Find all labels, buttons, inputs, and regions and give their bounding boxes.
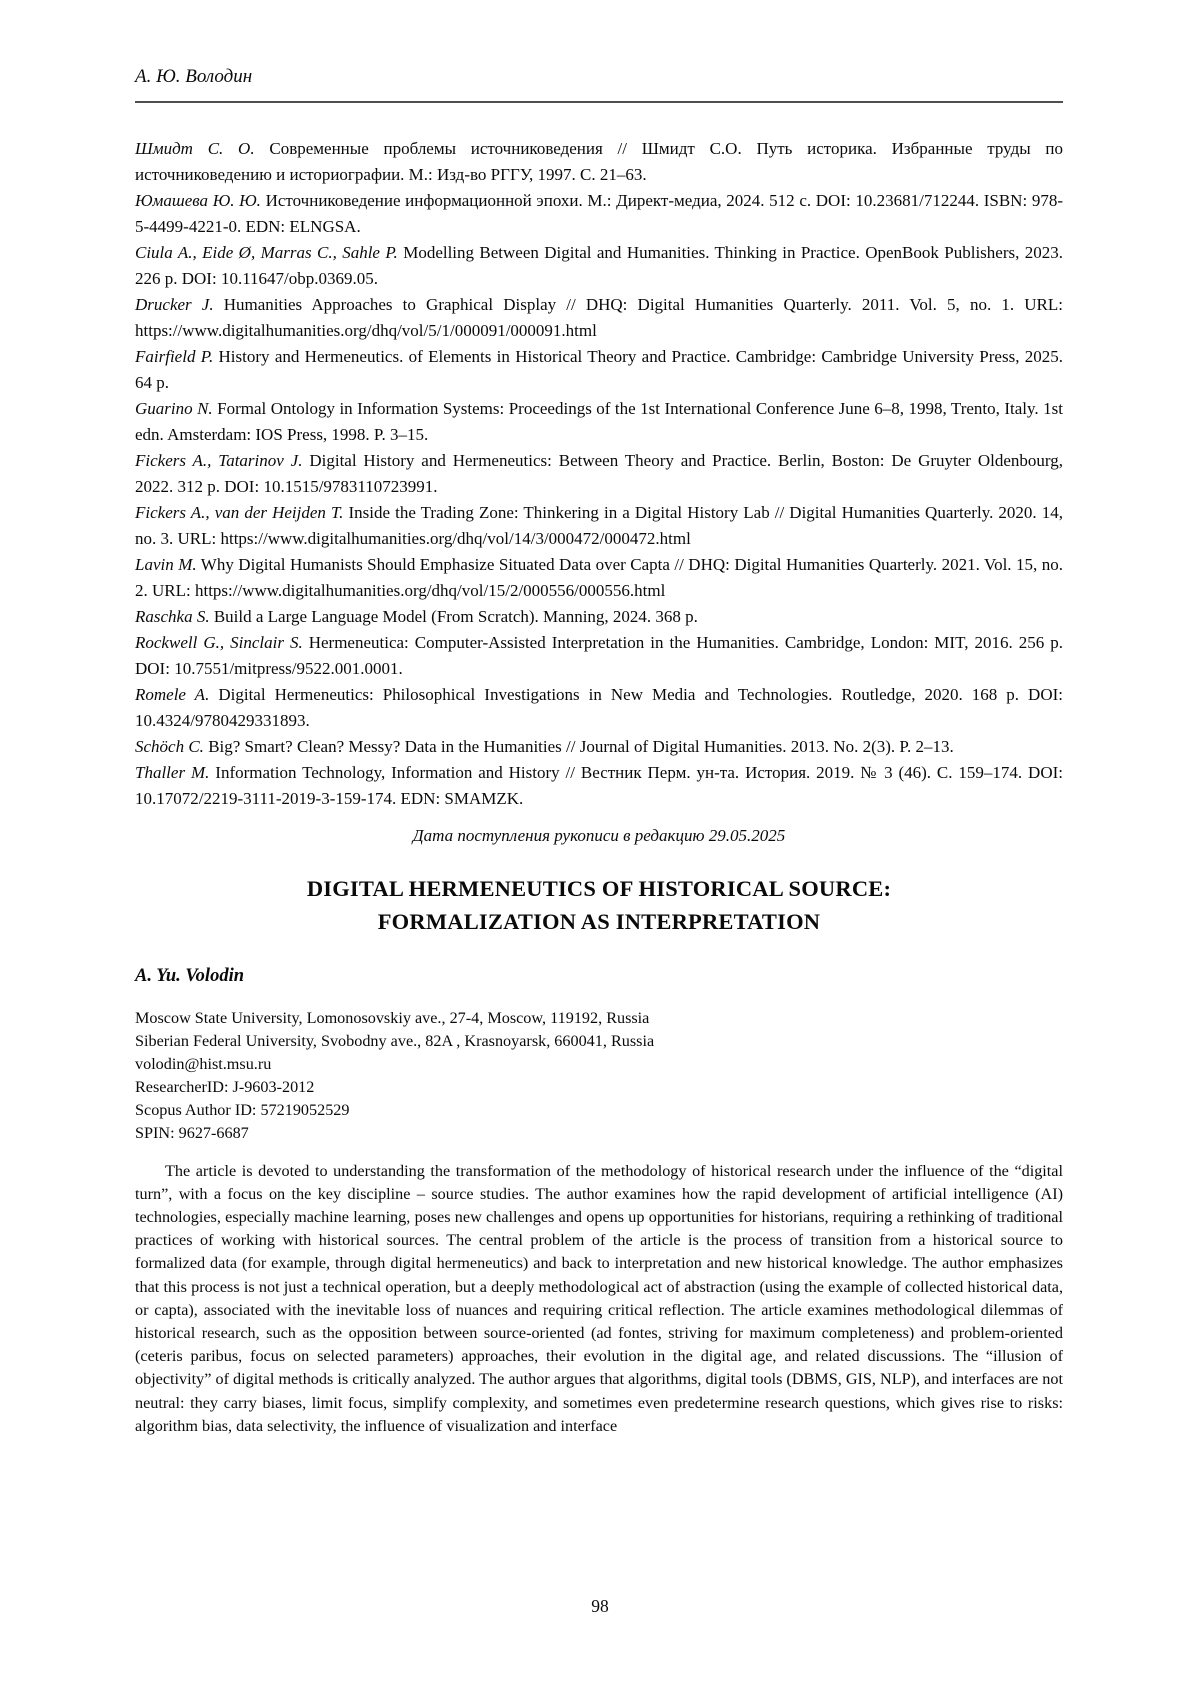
abstract-paragraph: The article is devoted to understanding the transformation of the methodology of historical research under the influence of the “digital turn”, with a focus on the key discipline – source studies. The author examines how the rapid development of artificial intelligence (AI) technologies, especially machine learning, poses new challenges and opens up opportunities for historians, requiring a rethinking of traditional practices of working with historical sources. The central problem of the article is the process of transition from a historical source to formalized data (for example, through digital hermeneutics) and back to interpretation and new historical knowledge. The author emphasizes that this process is not just a technical operation, but a deeply methodological act of abstraction (using the example of collected historical data, or capta), associated with the inevitable loss of nuances and requiring critical reflection. The article examines methodological dilemmas of historical research, such as the opposition between source-oriented (ad fontes, striving for maximum completeness) and problem-oriented (ceteris paribus, focus on selected parameters) approaches, their evolution in the digital age, and related discussions. The “illusion of objectivity” of digital methods is critically analyzed. The author argues that algorithms, digital tools (DBMS, GIS, NLP), and interfaces are not neutral: they carry biases, limit focus, simplify complexity, and sometimes even predetermine research questions, which gives rise to risks: algorithm bias, data selectivity, the influence of visualization and interface <box>135 1161 1063 1435</box>
reference-text: Why Digital Humanists Should Emphasize Situated Data over Capta // DHQ: Digital Humanities Quarterly. 2021. Vol. 15, no. 2. URL: https://www.digitalhumanities.org/dhq/vol/15/2/000556/000556.html <box>135 555 1063 600</box>
reference-item <box>135 630 1063 682</box>
author-name: A. Yu. Volodin <box>135 966 245 986</box>
reference-authors: Fickers A., van der Heijden T. <box>135 503 344 522</box>
running-head-author: А. Ю. Володин <box>135 64 1063 103</box>
article-title-line1: DIGITAL HERMENEUTICS OF HISTORICAL SOURCE: <box>306 876 892 901</box>
reference-item <box>135 604 1063 630</box>
reference-text: Formal Ontology in Information Systems: Proceedings of the 1st International Conference June 6–8, 1998, Trento, Italy. 1st edn. Amsterdam: IOS Press, 1998. P. 3–15. <box>135 399 1063 444</box>
reference-authors: Rockwell G., Sinclair S. <box>135 633 303 652</box>
reference-item <box>135 500 1063 552</box>
reference-item <box>135 682 1063 734</box>
reference-authors: Drucker J. <box>135 295 214 314</box>
reference-authors: Юмашева Ю. Ю. <box>135 191 261 210</box>
reference-text: Digital History and Hermeneutics: Between Theory and Practice. Berlin, Boston: De Gruyter Oldenbourg, 2022. 312 p. DOI: 10.1515/9783110723991. <box>135 451 1063 496</box>
submission-date-note: Дата поступления рукописи в редакцию 29.05.2025 <box>412 826 786 845</box>
reference-authors: Lavin M. <box>135 555 197 574</box>
reference-text: Источниковедение информационной эпохи. М.: Директ-медиа, 2024. 512 с. DOI: 10.23681/712244. ISBN: 978-5-4499-4221-0. EDN: ELNGSA. <box>135 191 1063 236</box>
article-title-line2: FORMALIZATION AS INTERPRETATION <box>377 909 821 934</box>
affiliation-line: Moscow State University, Lomonosovskiy ave., 27-4, Moscow, 119192, Russia <box>135 1008 650 1027</box>
article-title <box>135 872 1063 938</box>
affiliation-line: Scopus Author ID: 57219052529 <box>135 1100 350 1119</box>
reference-authors: Ciula A., Eide Ø, Marras C., Sahle P. <box>135 243 398 262</box>
reference-item <box>135 448 1063 500</box>
reference-item <box>135 292 1063 344</box>
reference-item <box>135 240 1063 292</box>
reference-authors: Raschka S. <box>135 607 210 626</box>
reference-authors: Schöch C. <box>135 737 204 756</box>
reference-item <box>135 188 1063 240</box>
reference-item <box>135 760 1063 812</box>
reference-item <box>135 136 1063 188</box>
reference-text: Big? Smart? Clean? Messy? Data in the Humanities // Journal of Digital Humanities. 2013. No. 2(3). P. 2–13. <box>208 737 954 756</box>
reference-authors: Fickers A., Tatarinov J. <box>135 451 303 470</box>
reference-text: History and Hermeneutics. of Elements in Historical Theory and Practice. Cambridge: Cambridge University Press, 2025. 64 p. <box>135 347 1063 392</box>
reference-authors: Guarino N. <box>135 399 213 418</box>
reference-item <box>135 344 1063 396</box>
page-number: 98 <box>591 1596 609 1616</box>
reference-item <box>135 552 1063 604</box>
reference-text: Modelling Between Digital and Humanities. Thinking in Practice. OpenBook Publishers, 2023. 226 p. DOI: 10.11647/obp.0369.05. <box>135 243 1063 288</box>
affiliations-block <box>135 1007 1063 1145</box>
reference-item <box>135 396 1063 448</box>
reference-text: Humanities Approaches to Graphical Display // DHQ: Digital Humanities Quarterly. 2011. Vol. 5, no. 1. URL: https://www.digitalhumanities.org/dhq/vol/5/1/000091/000091.html <box>135 295 1063 340</box>
reference-authors: Шмидт С. О. <box>135 139 255 158</box>
affiliation-line: volodin@hist.msu.ru <box>135 1054 272 1073</box>
reference-item <box>135 734 1063 760</box>
reference-text: Inside the Trading Zone: Thinkering in a Digital History Lab // Digital Humanities Quarterly. 2020. 14, no. 3. URL: https://www.digitalhumanities.org/dhq/vol/14/3/000472/000472.html <box>135 503 1063 548</box>
reference-authors: Thaller M. <box>135 763 210 782</box>
affiliation-line: Siberian Federal University, Svobodny ave., 82A , Krasnoyarsk, 660041, Russia <box>135 1031 655 1050</box>
reference-text: Build a Large Language Model (From Scratch). Manning, 2024. 368 p. <box>213 607 698 626</box>
affiliation-line: SPIN: 9627-6687 <box>135 1123 249 1142</box>
reference-text: Современные проблемы источниковедения // Шмидт С.О. Путь историка. Избранные труды по источниковедению и историографии. М.: Изд-во РГГУ, 1997. С. 21–63. <box>135 139 1064 184</box>
reference-text: Information Technology, Information and History // Вестник Перм. ун-та. История. 2019. № 3 (46). С. 159–174. DOI: 10.17072/2219-3111-2019-3-159-174. EDN: SMAMZK. <box>135 763 1063 808</box>
references-list <box>135 136 1063 812</box>
affiliation-line: ResearcherID: J-9603-2012 <box>135 1077 315 1096</box>
reference-authors: Fairfield P. <box>135 347 214 366</box>
reference-authors: Romele A. <box>135 685 210 704</box>
reference-text: Digital Hermeneutics: Philosophical Investigations in New Media and Technologies. Routledge, 2020. 168 p. DOI: 10.4324/9780429331893. <box>135 685 1063 730</box>
reference-text: Hermeneutica: Computer-Assisted Interpretation in the Humanities. Cambridge, London: MIT, 2016. 256 p. DOI: 10.7551/mitpress/9522.001.0001. <box>135 633 1063 678</box>
